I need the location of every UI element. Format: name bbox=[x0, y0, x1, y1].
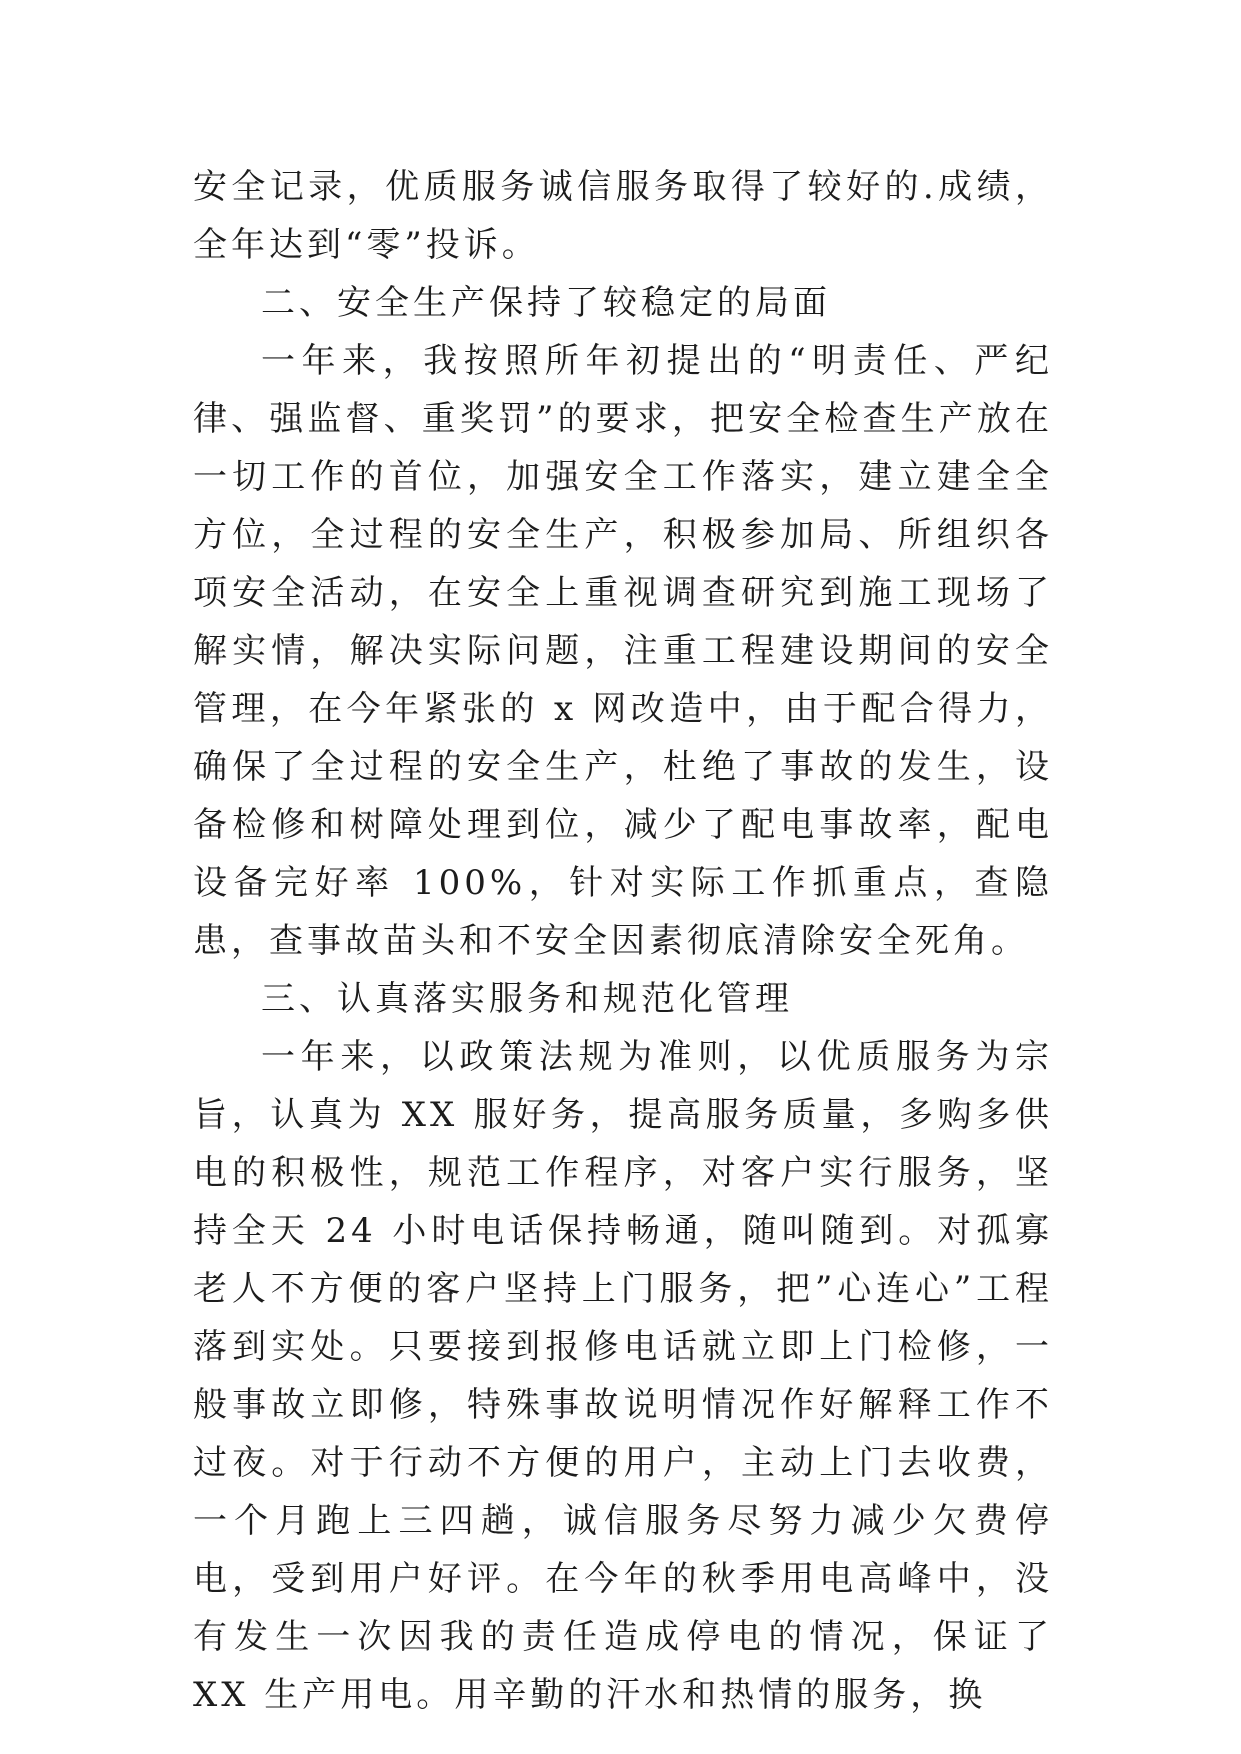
section-heading-3: 三、认真落实服务和规范化管理 bbox=[261, 979, 793, 1019]
document-body bbox=[193, 158, 1053, 1724]
paragraph-safety: 一年来，我按照所年初提出的“明责任、严纪律、强监督、重奖罚”的要求，把安全检查生产放在一切工作的首位，加强安全工作落实，建立建全全方位，全过程的安全生产，积极参加局、所组织各项安全活动，在安全上重视调查研究到施工现场了解实情，解决实际问题，注重工程建设期间的安全管理，在今年紧张的 x 网改造中，由于配合得力，确保了全过程的安全生产，杜绝了事故的发生，设备检修和树障处理到位，减少了配电事故率，配电设备完好率 100%，针对实际工作抓重点，查隐患，查事故苗头和不安全因素彻底清除安全死角。 bbox=[193, 341, 1053, 961]
paragraph-service: 一年来，以政策法规为准则，以优质服务为宗旨，认真为 XX 服好务，提高服务质量，多购多供电的积极性，规范工作程序，对客户实行服务，坚持全天 24 小时电话保持畅通，随叫随到。对孤寡老人不方便的客户坚持上门服务，把”心连心”工程落到实处。只要接到报修电话就立即上门检修，一般事故立即修，特殊事故说明情况作好解释工作不过夜。对于行动不方便的用户，主动上门去收费，一个月跑上三四趟，诚信服务尽努力减少欠费停电，受到用户好评。在今年的秋季用电高峰中，没有发生一次因我的责任造成停电的情况，保证了 XX 生产用电。用辛勤的汗水和热情的服务，换 bbox=[193, 1037, 1053, 1715]
paragraph-continuation: 安全记录，优质服务诚信服务取得了较好的.成绩，全年达到“零”投诉。 bbox=[193, 167, 1053, 265]
section-heading-2: 二、安全生产保持了较稳定的局面 bbox=[261, 283, 831, 323]
